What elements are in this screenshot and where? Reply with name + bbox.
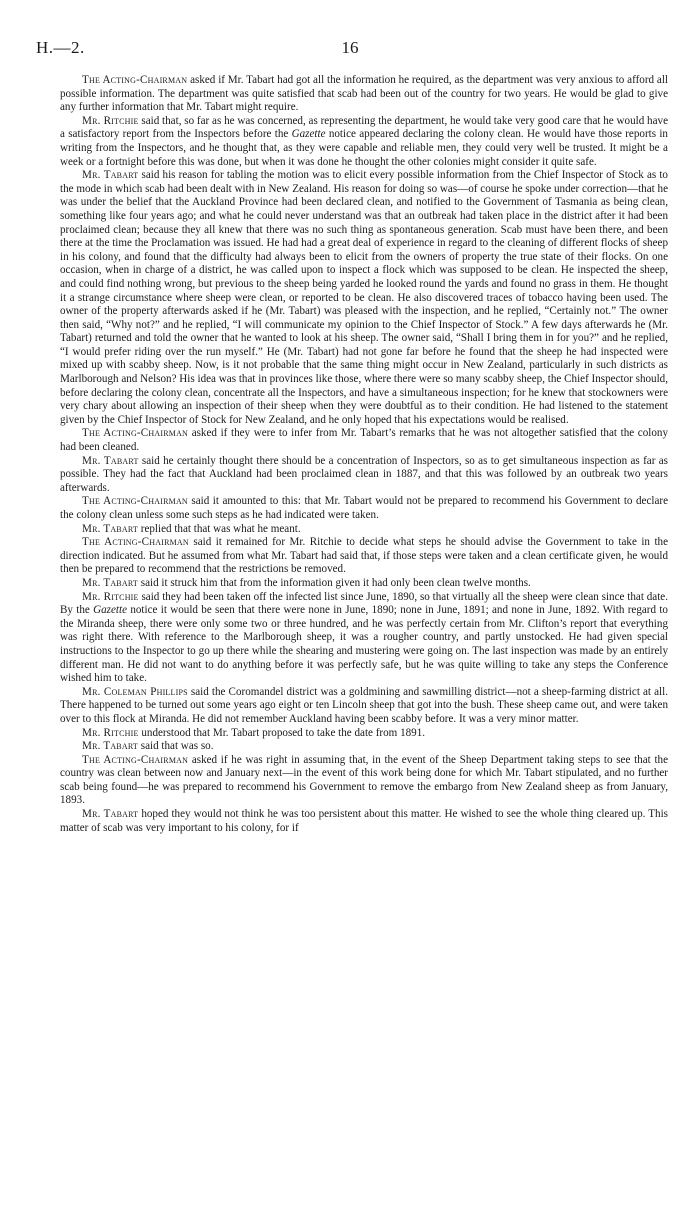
speaker-name: The Acting-Chairman bbox=[82, 495, 188, 508]
paragraph-text: said they had been taken off the infected list since June, 1890, so that virtually all the sheep were clean since that date. By the bbox=[60, 590, 669, 617]
paragraph-text: asked if he was right in assuming that, in the event of the Sheep Department taking steps to see that the country was clean between now and January next—in the event of this work being done for which Mr. Tabart stipulated, and no further scab being found—he was prepared to recommend his Government to remove the embargo from New Zealand sheep as from January, 1893. bbox=[60, 753, 668, 807]
paragraph-text: hoped they would not think he was too persistent about this matter. He wished to see the whole thing cleared up. This matter of scab was very important to his colony, for if bbox=[60, 808, 668, 834]
paragraph-text: asked if they were to infer from Mr. Tabart’s remarks that he was not altogether satisfied that the colony had been cleaned. bbox=[60, 427, 669, 454]
paragraph bbox=[60, 536, 668, 577]
paragraph-text: said it amounted to this: that Mr. Tabart would not be prepared to recommend his Government to declare the colony clean unless some such steps as he had indicated were taken. bbox=[60, 495, 668, 521]
paragraph-text: said he certainly thought there should be a concentration of Inspectors, so as to get simultaneous inspection as far as possible. They had the fact that Auckland had been proclaimed clean in 1887, and that this was followed by an outbreak two years afterwards. bbox=[60, 454, 668, 494]
gazette-italic: Gazette bbox=[291, 128, 326, 141]
speaker-name: Mr. Tabart bbox=[82, 740, 138, 753]
paragraph-text: said that was so. bbox=[140, 740, 214, 753]
speaker-name: The Acting-Chairman bbox=[82, 536, 189, 549]
paragraph-text: said that, so far as he was concerned, as representing the department, he would take very good care that he would have a satisfactory report from the Inspectors before the bbox=[60, 114, 669, 141]
paragraph-text: said his reason for tabling the motion was to elicit every possible information from the Chief Inspector of Stock as to the mode in which scab had been dealt with in New Zealand. His reason for doing so was—of course he spoke under correction—that he was under the belief that the Auckland Province had been declared clean, and notified to the Government of Tasmania as being clean, something like four years ago; and what he could never understand was that an outbreak had taken place in the district after it had been proclaimed clean; because they all knew that there was no such thing as spontaneous generation. Scab must have been there, and been there at the time the Proclamation was issued. He had had a great deal of experience in regard to the cleaning of different flocks of sheep in his colony, and found that the difficulty had always been to elicit from the owners of property the true state of their flocks. On one occasion, when in charge of a district, he was called upon to inspect a flock which was supposed to be clean. He inspected the sheep, and could find nothing wrong, but previous to the sheep being yarded he looked round the yards and found no grass in them. He thought it a strange circumstance where sheep were clean, or reported to be clean. He also discovered traces of tobacco having been used. The owner of the property afterwards asked if he (Mr. Tabart) was pleased with the inspection, and he replied, “Certainly not.” The owner then said, “Why not?” and he replied, “I will communicate my opinion to the Chief Inspector of Stock.” A few days afterwards he (Mr. Tabart) returned and told the owner that he wanted to look at his sheep. The owner said, “Shall I bring them in for you?” and he replied, “I would prefer riding over the run myself.” He (Mr. Tabart) had not gone far before he found that the sheep he had inspected were mixed up with scabby sheep. Now, is it not probable that the same thing might occur in New Zealand, particularly in such districts as Marlborough and Nelson? His idea was that in provinces like those, where there were so many scabby sheep, the Chief Inspector should, before declaring the colony clean, concentrate all the Inspectors, and have a simultaneous inspection; for he knew that stockowners were very chary about allowing an inspection of their sheep when they were doubtful as to their condition. He had listened to the statement given by the Chief Inspector of Stock for New Zealand, and he only hoped that his expectations would be realised. bbox=[60, 169, 668, 426]
page-number: 16 bbox=[341, 38, 359, 57]
page-header bbox=[0, 38, 700, 62]
paragraph bbox=[60, 577, 668, 591]
paragraph bbox=[60, 495, 668, 522]
document-id: H.—2. bbox=[36, 38, 85, 57]
paragraph bbox=[60, 740, 668, 754]
gazette-italic: Gazette bbox=[93, 604, 128, 617]
paragraph-text: understood that Mr. Tabart proposed to take the date from 1891. bbox=[141, 726, 426, 739]
speaker-name: Mr. Ritchie bbox=[82, 726, 139, 739]
speaker-name: Mr. Coleman Phillips bbox=[82, 685, 188, 698]
speaker-name: Mr. Tabart bbox=[82, 522, 138, 535]
paragraph bbox=[60, 74, 668, 115]
speaker-name: The Acting-Chairman bbox=[82, 74, 188, 86]
paragraph bbox=[60, 455, 668, 496]
paragraph bbox=[60, 754, 668, 808]
paragraph-text: said it struck him that from the information given it had only been clean twelve months. bbox=[140, 576, 531, 589]
paragraph bbox=[60, 727, 668, 741]
speaker-name: The Acting-Chairman bbox=[82, 427, 189, 440]
paragraph-text: notice appeared declaring the colony clean. He would have those reports in writing from the Inspectors, and he thought that, as they were capable and reliable men, they could very well be trusted. It might be a week or a fortnight before this was done, but when it was done he thought the other colonies might consider it quite safe. bbox=[60, 128, 668, 168]
paragraph-text: asked if Mr. Tabart had got all the information he required, as the department was very anxious to afford all possible information. The department was quite satisfied that scab had been out of the country for two years. He would be glad to give any further information that Mr. Tabart might require. bbox=[60, 74, 669, 114]
document-body bbox=[60, 74, 668, 835]
paragraph bbox=[60, 591, 668, 686]
speaker-name: The Acting-Chairman bbox=[82, 753, 189, 766]
speaker-name: Mr. Tabart bbox=[82, 454, 139, 467]
paragraph bbox=[60, 115, 668, 169]
paragraph bbox=[60, 169, 668, 427]
paragraph-text: said the Coromandel district was a goldmining and sawmilling district—not a sheep-farming district at all. There happened to be turned out some years ago eight or ten Lincoln sheep that got into the bush. These sheep came out, and were taken over to this flock at Miranda. He did not remember Auckland having been scabby before. It was a very minor matter. bbox=[60, 685, 668, 725]
paragraph-text: notice it would be seen that there were none in June, 1890; none in June, 1891; and none in June, 1892. With regard to the Miranda sheep, there were only some two or three hundred, and he was perfectly certain from Mr. Clifton’s report that everything was right there. With reference to the Marlborough sheep, it was a rougher country, and partly unstocked. He had given special instructions to the Inspector to go up there while the shearing and mustering were going on. The last inspection was made by an entirely different man. He did not want to do anything before it was perfectly safe, but he was quite willing to take any steps the Conference wished him to take. bbox=[60, 604, 668, 685]
speaker-name: Mr. Tabart bbox=[82, 169, 139, 182]
paragraph-text: said it remained for Mr. Ritchie to decide what steps he should advise the Government to take in the direction indicated. But he assumed from what Mr. Tabart had said that, if those steps were taken and a clean certificate given, he would then be prepared to recommend that the restrictions be removed. bbox=[60, 536, 669, 576]
paragraph bbox=[60, 523, 668, 537]
paragraph bbox=[60, 808, 668, 835]
speaker-name: Mr. Tabart bbox=[82, 576, 138, 589]
speaker-name: Mr. Tabart bbox=[82, 808, 139, 821]
speaker-name: Mr. Ritchie bbox=[82, 114, 139, 127]
paragraph-text: replied that that was what he meant. bbox=[140, 522, 301, 535]
paragraph bbox=[60, 427, 668, 454]
paragraph bbox=[60, 686, 668, 727]
speaker-name: Mr. Ritchie bbox=[82, 590, 139, 603]
